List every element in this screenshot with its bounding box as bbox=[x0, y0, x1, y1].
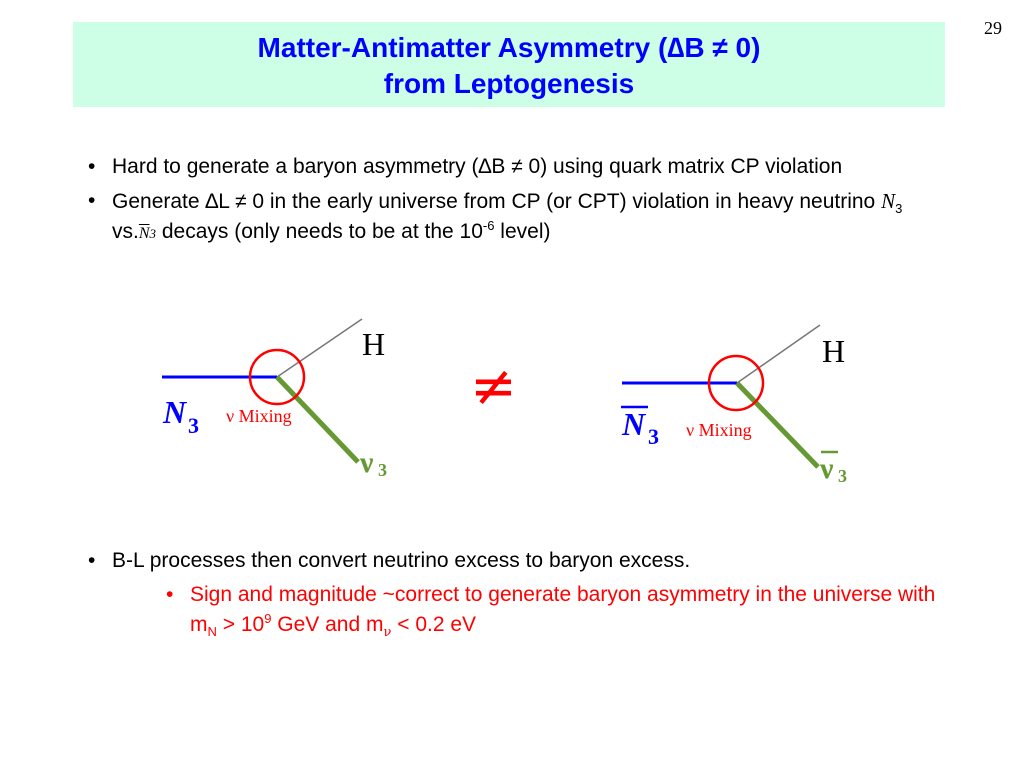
sub-bullet-part1: Sign and magnitude ~correct to generate baryon asymmetry in the universe with m bbox=[190, 583, 936, 636]
sub-bullet-item bbox=[166, 580, 948, 640]
sub-bullet-dot: • bbox=[166, 583, 174, 606]
left-nu-label: ν bbox=[360, 446, 374, 479]
not-equal-symbol: ≠ bbox=[470, 354, 517, 419]
sub-bullet-part4: < 0.2 eV bbox=[391, 613, 477, 636]
right-nu-sub: 3 bbox=[838, 466, 847, 486]
right-higgs-line bbox=[737, 325, 820, 383]
page-number: 29 bbox=[984, 18, 1002, 38]
sub-bullet-N: N bbox=[207, 624, 217, 640]
bullet-dot: • bbox=[88, 155, 96, 178]
sub-bullet-part3: GeV and m bbox=[271, 613, 384, 636]
right-N-label: N bbox=[622, 406, 646, 442]
bullet-2-exp: -6 bbox=[482, 218, 495, 233]
bullet-item-3 bbox=[88, 546, 948, 576]
bullet-2-text-part3: level) bbox=[494, 220, 551, 243]
left-diagram bbox=[162, 319, 387, 480]
bullet-2-N: N bbox=[881, 189, 896, 213]
bullet-2-N-sub: 3 bbox=[895, 201, 903, 217]
sub-bullet-part2: > 10 bbox=[216, 613, 265, 636]
right-N-sub: 3 bbox=[648, 424, 659, 449]
right-diagram bbox=[621, 325, 847, 486]
slide-title-line2: from Leptogenesis bbox=[383, 68, 635, 99]
left-N-label: N bbox=[163, 394, 187, 430]
bullet-2-Nbar-sub: 3 bbox=[149, 226, 157, 241]
bullet-list-2 bbox=[88, 546, 948, 640]
right-H-label: H bbox=[822, 333, 846, 369]
bullet-2-text-part1: Generate ∆L ≠ 0 in the early universe from CP (or CPT) violation in heavy neutrino bbox=[112, 190, 882, 213]
sub-bullet-nu: ν bbox=[383, 625, 392, 641]
sub-bullet-exp: 9 bbox=[264, 611, 272, 626]
left-nu-sub: 3 bbox=[378, 460, 387, 480]
bullet-3-text: B-L processes then convert neutrino excess to baryon excess. bbox=[112, 549, 691, 572]
right-mixing-label: ν Mixing bbox=[686, 420, 752, 440]
slide-title-line1: Matter-Antimatter Asymmetry (∆B ≠ 0) bbox=[257, 32, 761, 63]
left-H-label: H bbox=[362, 326, 386, 362]
bullet-2-vs: vs. bbox=[112, 220, 139, 243]
left-N-sub: 3 bbox=[188, 413, 199, 438]
bullet-dot: • bbox=[88, 189, 96, 212]
bullet-1-text: Hard to generate a baryon asymmetry (∆B ≠ 0) using quark matrix CP violation bbox=[112, 155, 843, 178]
left-mixing-label: ν Mixing bbox=[226, 406, 292, 426]
bullet-dot: • bbox=[88, 549, 96, 572]
left-higgs-line bbox=[277, 319, 362, 377]
right-nu-label: ν bbox=[820, 452, 834, 485]
bullet-2-text-part2: decays (only needs to be at the 10 bbox=[156, 220, 483, 243]
bullet-2-Nbar: $\overline{N}$ bbox=[138, 225, 150, 242]
